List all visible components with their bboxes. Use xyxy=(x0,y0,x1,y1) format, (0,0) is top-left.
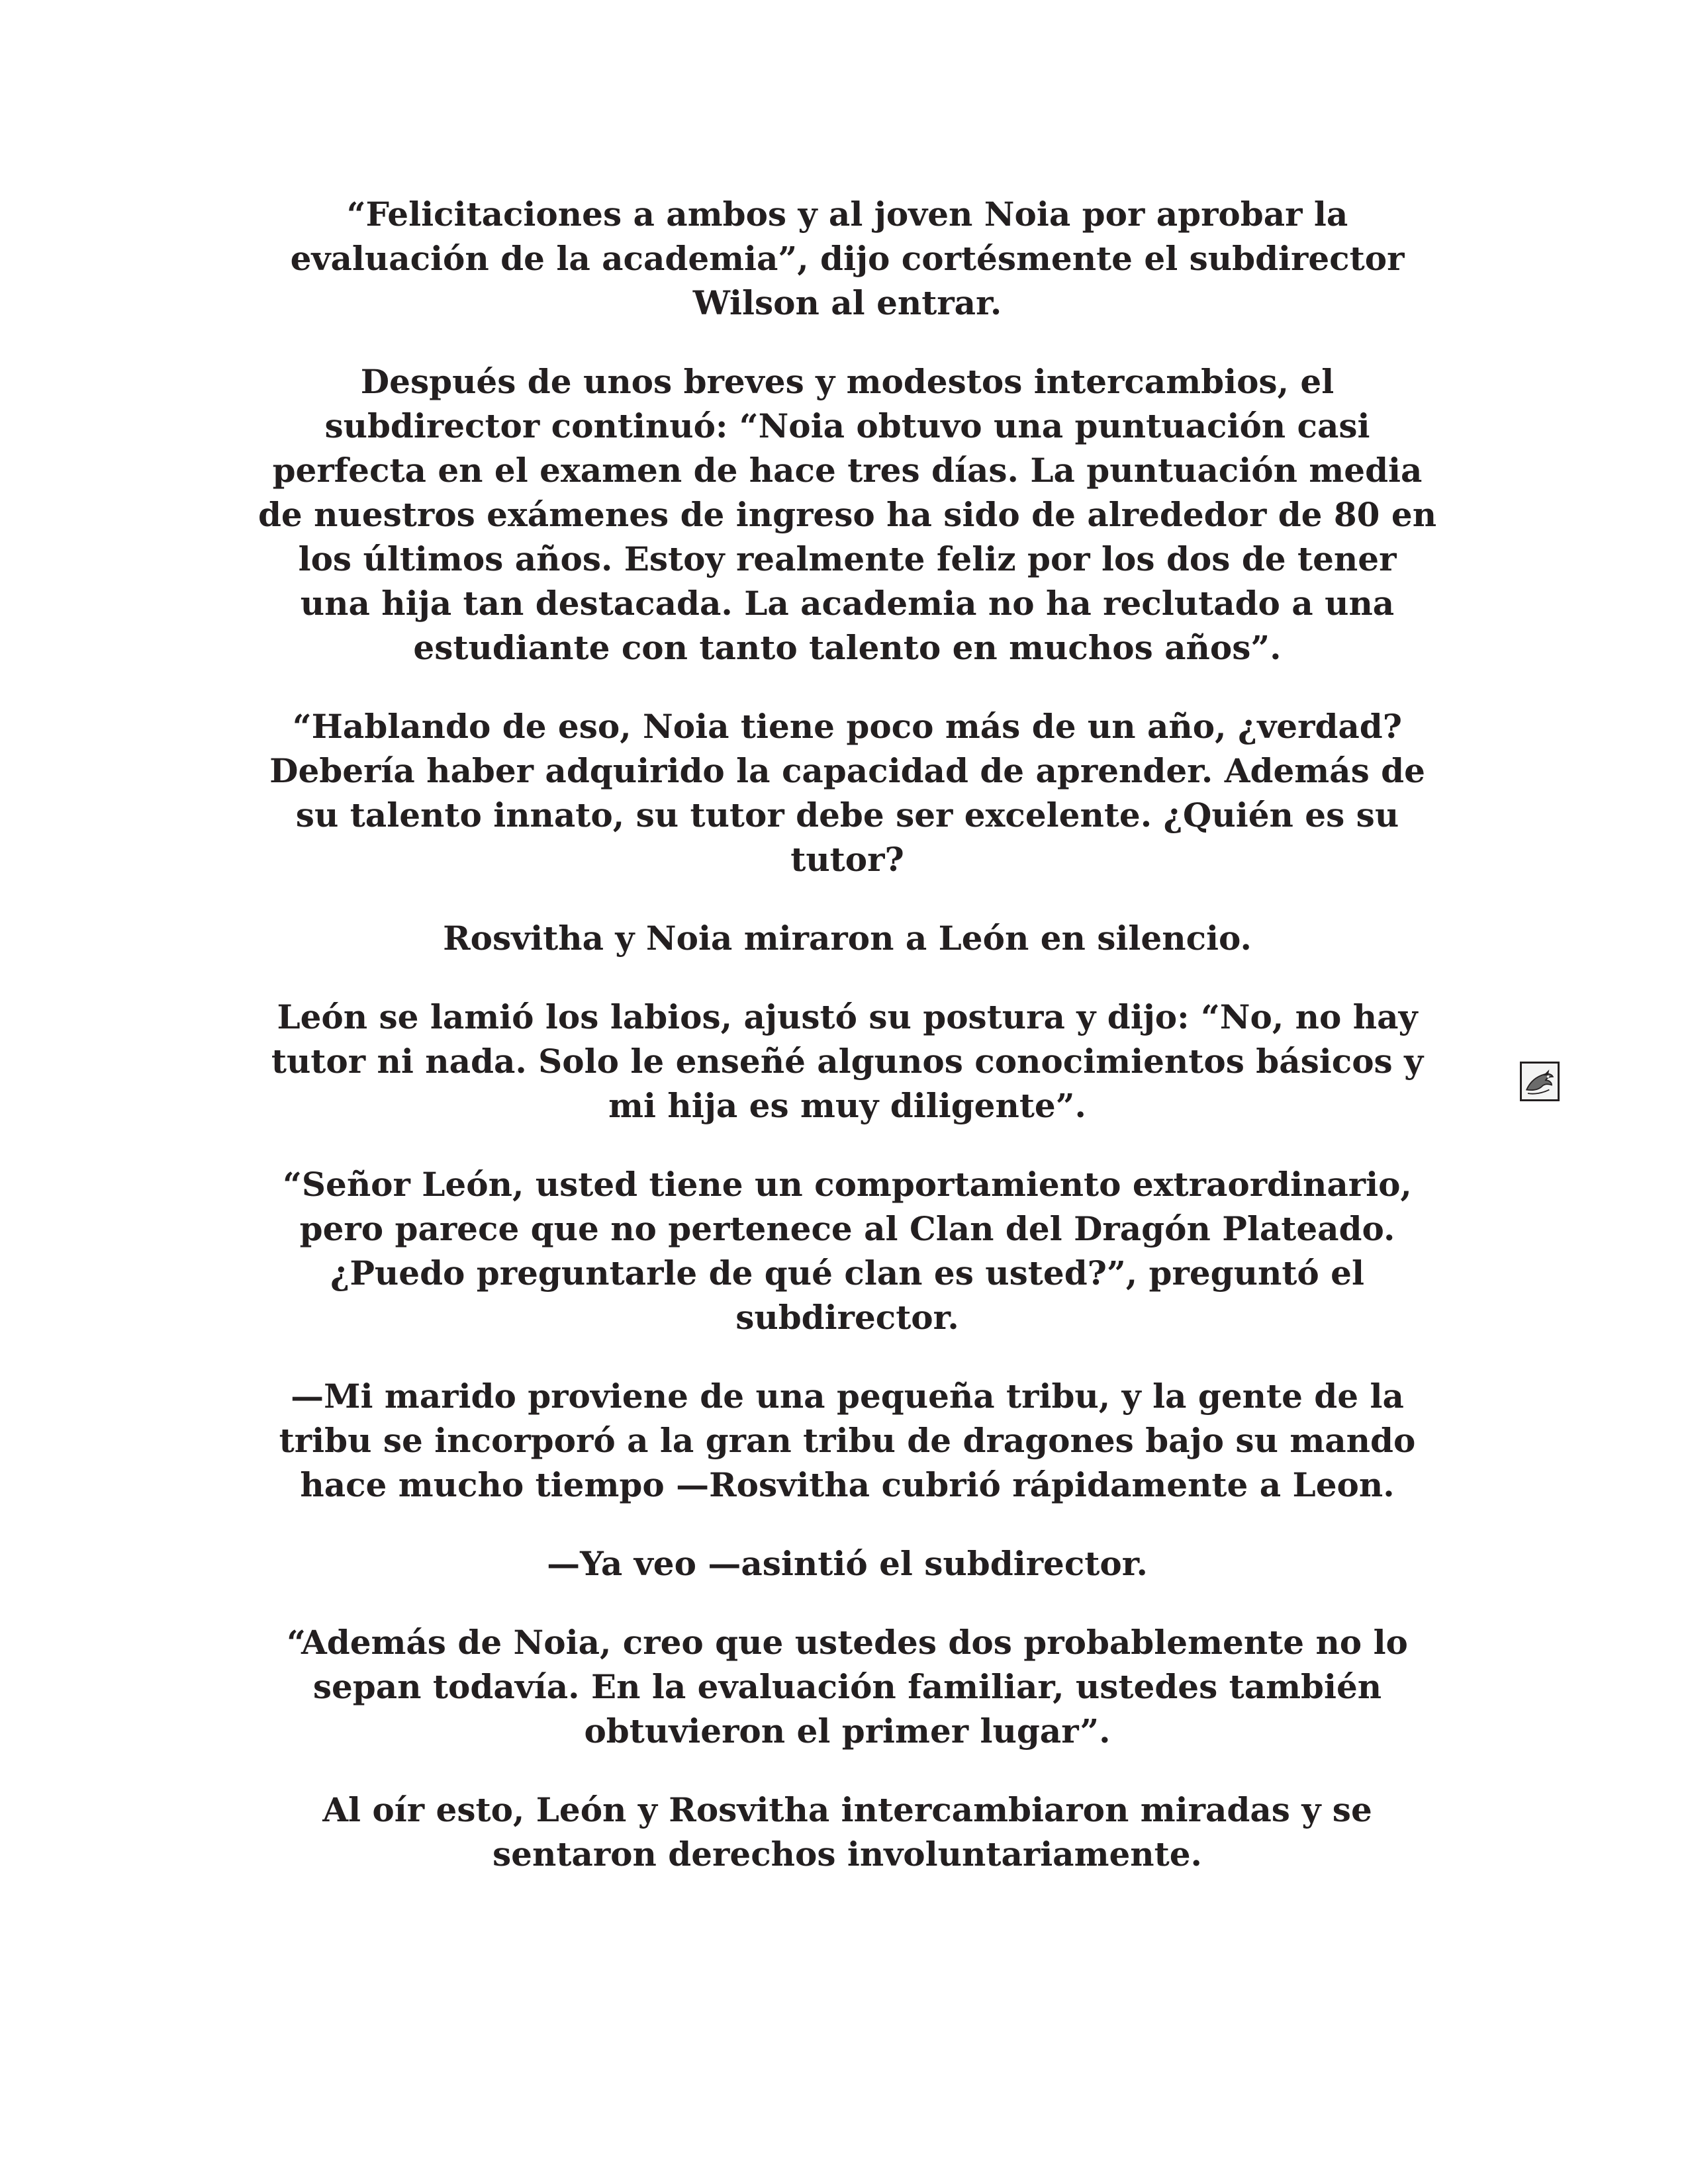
paragraph xyxy=(225,995,1470,1128)
text-line: Debería haber adquirido la capacidad de aprender. Además de xyxy=(269,751,1425,790)
text-line: ¿Puedo preguntarle de qué clan es usted?”, preguntó el xyxy=(330,1253,1364,1293)
text-line: los últimos años. Estoy realmente feliz por los dos de tener xyxy=(298,539,1397,578)
paragraph xyxy=(225,916,1470,960)
text-line: Al oír esto, León y Rosvitha intercambiaron miradas y se xyxy=(322,1790,1372,1829)
text-line: pero parece que no pertenece al Clan del Dragón Plateado. xyxy=(299,1209,1395,1248)
document-body xyxy=(225,192,1470,1911)
text-line: su talento innato, su tutor debe ser excelente. ¿Quién es su xyxy=(295,796,1399,835)
text-line: Rosvitha y Noia miraron a León en silencio. xyxy=(443,919,1252,958)
paragraph xyxy=(225,359,1470,670)
text-line: subdirector continuó: “Noia obtuvo una puntuación casi xyxy=(324,406,1370,445)
text-line: tribu se incorporó a la gran tribu de dragones bajo su mando xyxy=(279,1421,1416,1460)
text-line: “Además de Noia, creo que ustedes dos probablemente no lo xyxy=(287,1623,1408,1662)
text-line: “Felicitaciones a ambos y al joven Noia por aprobar la xyxy=(346,195,1348,234)
text-line: Después de unos breves y modestos intercambios, el xyxy=(360,362,1335,401)
text-line: de nuestros exámenes de ingreso ha sido de alrededor de 80 en xyxy=(258,495,1437,534)
text-line: —Mi marido proviene de una pequeña tribu, y la gente de la xyxy=(291,1377,1404,1416)
text-line: mi hija es muy diligente”. xyxy=(608,1086,1086,1125)
paragraph xyxy=(225,1162,1470,1340)
text-line: tutor ni nada. Solo le enseñé algunos conocimientos básicos y xyxy=(271,1042,1424,1081)
text-line: “Señor León, usted tiene un comportamiento extraordinario, xyxy=(283,1165,1412,1204)
text-line: sepan todavía. En la evaluación familiar, ustedes también xyxy=(312,1667,1382,1706)
text-line: evaluación de la academia”, dijo cortésmente el subdirector xyxy=(290,239,1405,278)
paragraph xyxy=(225,1374,1470,1507)
text-line: “Hablando de eso, Noia tiene poco más de un año, ¿verdad? xyxy=(292,707,1403,746)
text-line: Wilson al entrar. xyxy=(692,283,1002,322)
paragraph xyxy=(225,704,1470,882)
paragraph xyxy=(225,1788,1470,1876)
text-line: —Ya veo —asintió el subdirector. xyxy=(547,1544,1148,1583)
text-line: León se lamió los labios, ajustó su postura y dijo: “No, no hay xyxy=(277,997,1418,1036)
text-line: sentaron derechos involuntariamente. xyxy=(492,1835,1202,1874)
text-line: hace mucho tiempo —Rosvitha cubrió rápidamente a Leon. xyxy=(300,1465,1395,1504)
text-line: obtuvieron el primer lugar”. xyxy=(584,1711,1111,1751)
paragraph xyxy=(225,1541,1470,1586)
text-line: una hija tan destacada. La academia no ha reclutado a una xyxy=(300,584,1395,623)
text-line: estudiante con tanto talento en muchos años”. xyxy=(413,628,1282,667)
paragraph xyxy=(225,1620,1470,1753)
paragraph xyxy=(225,192,1470,325)
text-line: tutor? xyxy=(790,840,904,879)
dragon-emblem-graphic xyxy=(1522,1064,1558,1099)
dragon-emblem-icon xyxy=(1520,1062,1560,1101)
text-line: subdirector. xyxy=(735,1298,959,1337)
text-line: perfecta en el examen de hace tres días. La puntuación media xyxy=(272,451,1423,490)
